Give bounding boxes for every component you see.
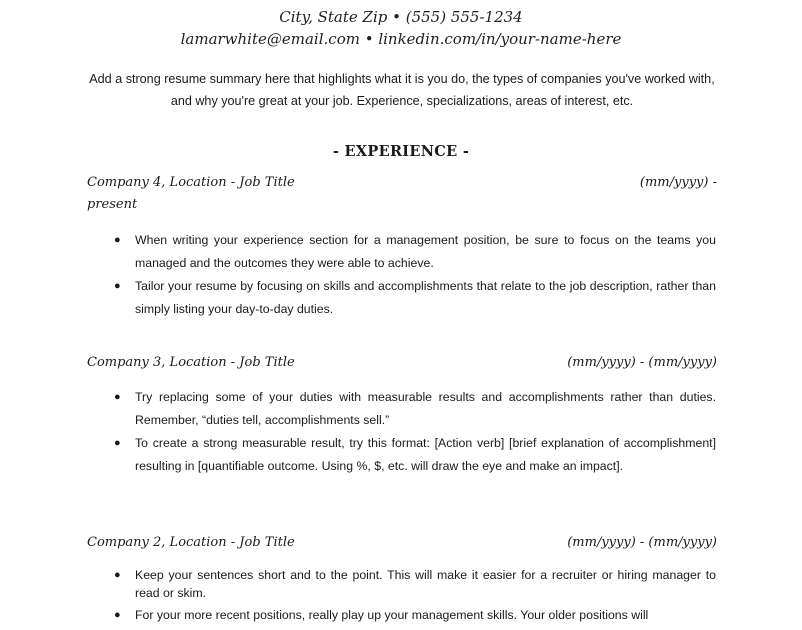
resume-summary: Add a strong resume summary here that highlights what it is you do, the types of companies you've worked with, and why you're great at your job. Experience, specializations, areas of interest, etc. xyxy=(89,72,715,108)
job-dates: (mm/yyyy) - (mm/yyyy) xyxy=(567,355,717,370)
job-dates: (mm/yyyy) - xyxy=(639,175,717,190)
job-title: Company 4, Location - Job Title xyxy=(87,175,295,190)
job-bullets-company-4 xyxy=(114,229,716,321)
job-heading-company-2 xyxy=(87,535,717,557)
job-dates: (mm/yyyy) - (mm/yyyy) xyxy=(567,535,717,550)
address-line: City, State Zip • (555) 555-1234 xyxy=(279,8,523,26)
job-heading-company-3 xyxy=(87,355,717,377)
bullet-icon: ● xyxy=(114,437,121,449)
job-dates-continued: present xyxy=(87,197,138,212)
job-heading-company-4 xyxy=(87,175,717,197)
bullet-icon: ● xyxy=(114,609,121,621)
contact-line: lamarwhite@email.com • linkedin.com/in/your-name-here xyxy=(180,30,622,48)
list-item: ● To create a strong measurable result, try this format: [Action verb] [brief explanation of accomplishment] resulting in [quantifiable outcome. Using %, $, etc. will draw the eye and make an impact]. xyxy=(114,432,716,478)
job-title: Company 3, Location - Job Title xyxy=(87,355,295,370)
bullet-icon: ● xyxy=(114,569,121,581)
bullet-icon: ● xyxy=(114,234,121,246)
list-item: ● For your more recent positions, really play up your management skills. Your older positions will xyxy=(114,608,649,622)
list-item: ● Try replacing some of your duties with measurable results and accomplishments rather than duties. Remember, “duties tell, accomplishments sell.” xyxy=(114,386,716,432)
bullet-icon: ● xyxy=(114,280,121,292)
bullet-icon: ● xyxy=(114,391,121,403)
list-item: ● When writing your experience section for a management position, be sure to focus on the teams you managed and the outcomes they were able to achieve. xyxy=(114,229,716,275)
list-item: ● Tailor your resume by focusing on skills and accomplishments that relate to the job description, rather than simply listing your day-to-day duties. xyxy=(114,275,716,321)
job-title: Company 2, Location - Job Title xyxy=(87,535,295,550)
list-item: ● Keep your sentences short and to the point. This will make it easier for a recruiter or hiring manager to read or skim. xyxy=(114,568,716,600)
job-bullets-company-2 xyxy=(114,566,716,628)
job-bullets-company-3 xyxy=(114,386,716,478)
section-title-experience: - EXPERIENCE - xyxy=(332,143,470,160)
